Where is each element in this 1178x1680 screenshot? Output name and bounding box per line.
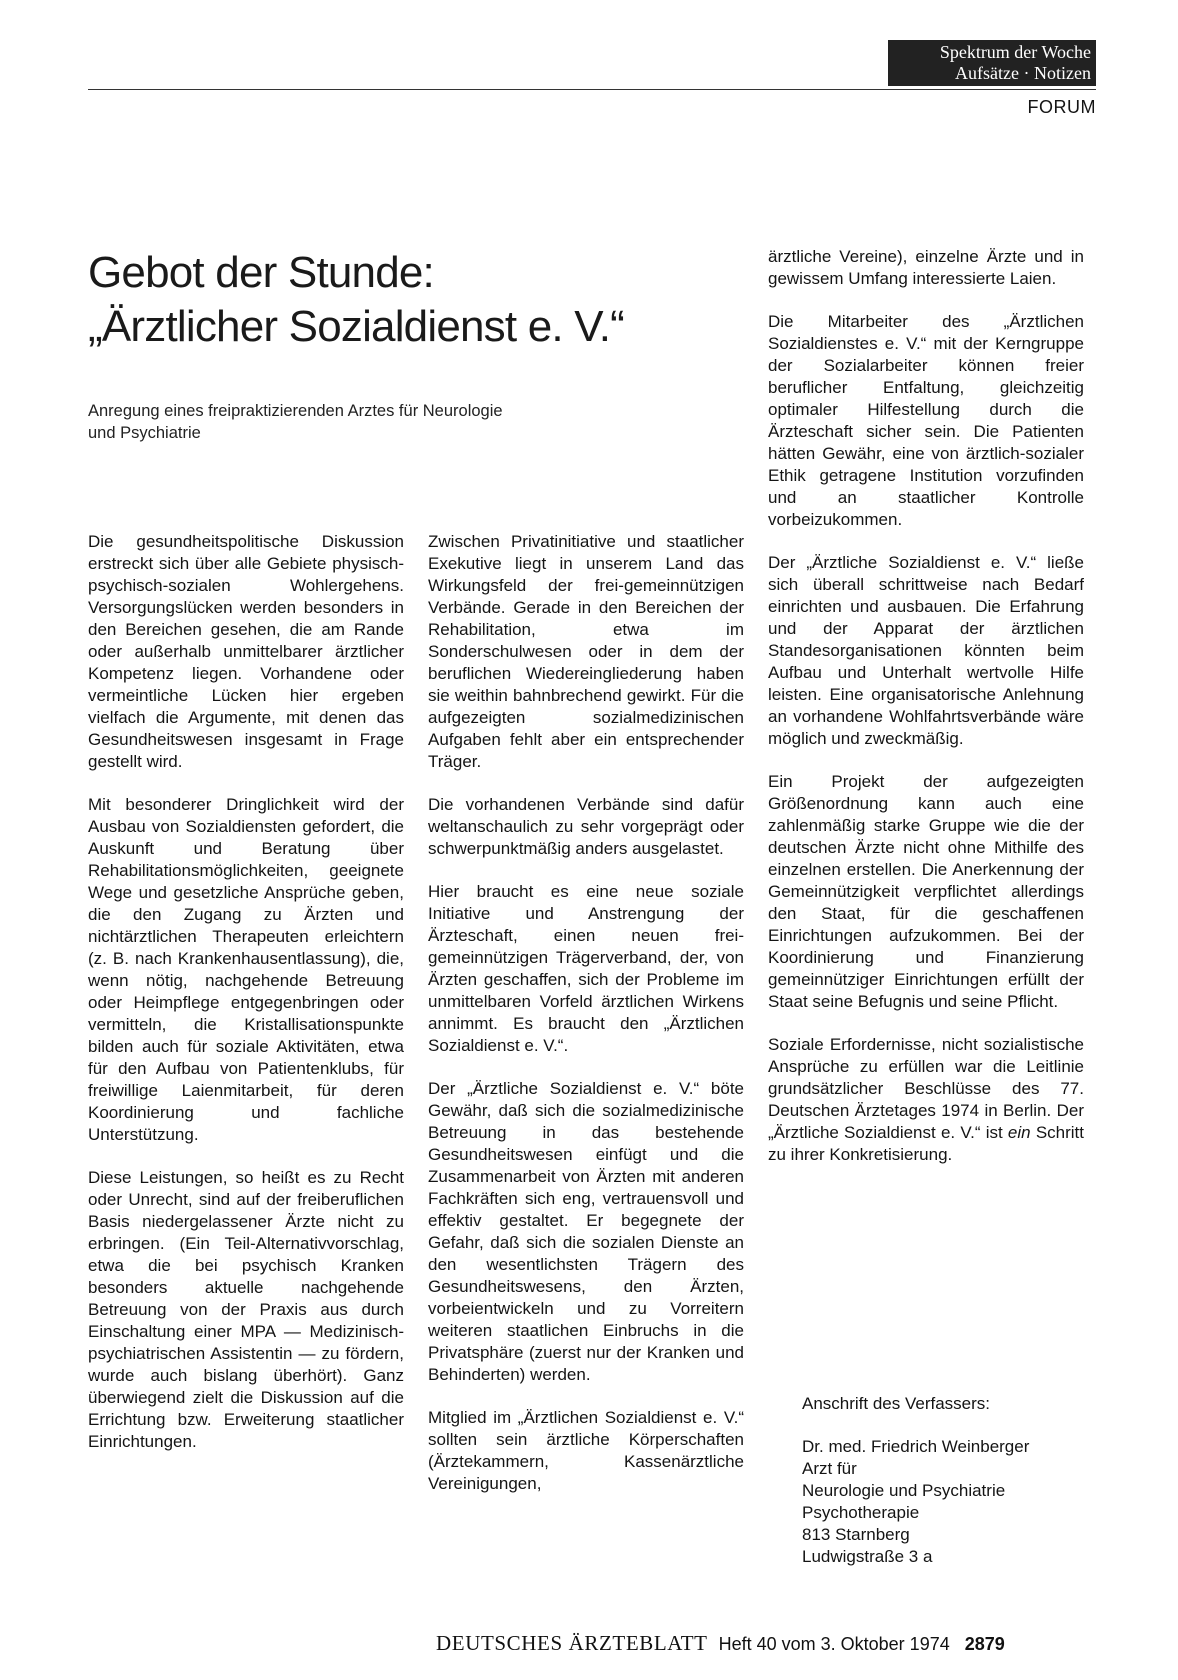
paragraph: Der „Ärztliche Sozialdienst e. V.“ böte Gewähr, daß sich die sozialmedizinische Betreuung in das bestehende Gesundheitswesen einfügt und die Zusammenarbeit von Ärzten mit anderen Fachkräften sich eng, vertrauensvoll und effektiv gestaltet. Er begegnete der Gefahr, daß sich die sozialen Dienste an den wesentlichsten Trägern des Gesundheitswesens, den Ärzten, vorbeientwickeln und zu Vorreitern weiteren staatlichen Einbruchs in die Privatsphäre (zuerst nur der Kranken und Behinderten) werden. — [428, 1079, 744, 1384]
address-line: Neurologie und Psychiatrie — [802, 1481, 1006, 1500]
paragraph: Zwischen Privatinitiative und staatlicher Exekutive liegt in unserem Land das Wirkungsfeld der frei-gemeinnützigen Verbände. Gerade in den Bereichen der Rehabilitation, etwa im Sonderschulwesen oder in dem der beruflichen Wiedereingliederung haben sie weithin bahnbrechend gewirkt. Für die aufgezeigten sozialmedizinischen Aufgaben fehlt aber ein entsprechender Träger. — [428, 532, 744, 771]
paragraph: Ein Projekt der aufgezeigten Größenordnung kann auch eine zahlenmäßig starke Gruppe wie die der deutschen Ärzte nicht ohne Mithilfe des einzelnen erstellen. Die Anerkennung der Gemeinnützigkeit verpflichtet allerdings den Staat, für die geschaffenen Einrichtungen aufzukommen. Bei der Koordinierung und Finanzierung gemeinnütziger Einrichtungen erfüllt der Staat seine Befugnis und seine Pflicht. — [768, 772, 1084, 1011]
paragraph: Die gesundheitspolitische Diskussion erstreckt sich über alle Gebiete physisch-psychisch-sozialen Wohlergehens. Versorgungslücken werden besonders in den Bereichen gesehen, die am Rande oder außerhalb unmittelbarer ärztlicher Kompetenz liegen. Vorhandene oder vermeintliche Lücken hier ergeben vielfach die Argumente, mit denen das Gesundheitswesen insgesamt in Frage gestellt wird. — [88, 532, 404, 771]
paragraph: Mit besonderer Dringlichkeit wird der Ausbau von Sozialdiensten gefordert, die Auskunft und Beratung über Rehabilitationsmöglichkeiten, geeignete Wege und gesetzliche Ansprüche geben, die den Zugang zu Ärzten und nichtärztlichen Therapeuten erleichtern (z. B. nach Krankenhausentlassung), die, wenn nötig, nachgehende Betreuung oder Heimpflege entgegenbringen oder vermitteln, die Kristallisationspunkte bilden auch für soziale Aktivitäten, etwa für den Aufbau von Patientenklubs, für freiwillige Laienmitarbeit, für deren Koordinierung und fachliche Unterstützung. — [88, 795, 404, 1144]
address-line: Arzt für — [802, 1459, 857, 1478]
closing-emphasis: ein — [1007, 1123, 1031, 1142]
paragraph: Die Mitarbeiter des „Ärztlichen Sozialdienstes e. V.“ mit der Kerngruppe der Sozialarbeiter können freier beruflicher Entfaltung, gleichzeitig optimaler Hilfestellung durch die Ärzteschaft sicher sein. Die Patienten hätten Gewähr, eine von ärztlich-sozialer Ethik getragene Institution vorzufinden und an staatlicher Kontrolle vorbeizukommen. — [768, 312, 1084, 529]
text-column-2 — [428, 531, 744, 1516]
text-column-1 — [88, 531, 404, 1474]
article-title-line-1: Gebot der Stunde: — [88, 248, 434, 297]
paragraph-closing — [768, 1034, 1084, 1166]
author-address — [802, 1393, 1102, 1568]
page-number: 2879 — [964, 1634, 1005, 1654]
paragraph: Der „Ärztliche Sozialdienst e. V.“ ließe sich überall schrittweise nach Bedarf einrichten und ausbauen. Die Erfahrung und der Apparat der ärztlichen Standesorganisationen könnten beim Aufbau und Unterhalt wertvolle Hilfe leisten. Eine organisatorische Anlehnung an vorhandene Wohlfahrtsverbände wäre möglich und zweckmäßig. — [768, 553, 1084, 748]
closing-text-end: Schritt zu ihrer Konkretisierung. — [768, 1123, 1084, 1164]
address-line: Psychotherapie — [802, 1503, 920, 1522]
section-header-line-2: Aufsätze · Notizen — [955, 63, 1091, 83]
journal-name: DEUTSCHES ÄRZTEBLATT — [436, 1631, 708, 1655]
address-heading: Anschrift des Verfassers: — [802, 1394, 991, 1413]
section-header-line-1: Spektrum der Woche — [939, 42, 1091, 62]
paragraph: Die vorhandenen Verbände sind dafür weltanschaulich zu sehr vorgeprägt oder schwerpunktmäßig anders ausgelastet. — [428, 795, 744, 858]
article-title — [88, 246, 728, 354]
issue-info: Heft 40 vom 3. Oktober 1974 — [718, 1634, 950, 1654]
paragraph: Mitglied im „Ärztlichen Sozialdienst e. V.“ sollten sein ärztliche Körperschaften (Ärztekammern, Kassenärztliche Vereinigungen, — [428, 1408, 744, 1493]
address-line: 813 Starnberg — [802, 1525, 910, 1544]
address-line: Ludwigstraße 3 a — [802, 1547, 933, 1566]
paragraph: Diese Leistungen, so heißt es zu Recht oder Unrecht, sind auf der freiberuflichen Basis niedergelassener Ärzte nicht zu erbringen. (Ein Teil-Alternativvorschlag, etwa die bei psychisch Kranken besonders aktuelle nachgehende Betreuung von der Praxis aus durch Einschaltung einer MPA — Medizinisch-psychiatrischen Assistentin — zu fördern, wurde auch bislang überhört). Ganz überwiegend zielt die Diskussion auf die Errichtung bzw. Erweiterung staatlicher Einrichtungen. — [88, 1168, 404, 1451]
page-footer — [436, 1631, 1005, 1656]
closing-text-start: Soziale Erfordernisse, nicht sozialistische Ansprüche zu erfüllen war die Leitlinie grundsätzlicher Beschlüsse des 77. Deutschen Ärztetages 1974 in Berlin. Der „Ärztliche Sozialdienst e. V.“ ist — [768, 1035, 1084, 1142]
section-header-box — [888, 40, 1096, 86]
article-title-line-2: „Ärztlicher Sozialdienst e. V.“ — [88, 302, 625, 351]
text-column-3 — [768, 246, 1084, 1187]
article-subtitle: Anregung eines freipraktizierenden Arztes für Neurologie und Psychiatrie — [88, 402, 503, 442]
paragraph: Hier braucht es eine neue soziale Initiative und Anstrengung der Ärzteschaft, einen neuen frei-gemeinnützigen Trägerverband, der, von Ärzten geschaffen, sich der Probleme im unmittelbaren Vorfeld ärztlichen Wirkens annimmt. Es braucht den „Ärztlichen Sozialdienst e. V.“. — [428, 882, 744, 1055]
header-rule — [88, 89, 1096, 90]
section-label: FORUM — [1027, 97, 1096, 117]
paragraph: ärztliche Vereine), einzelne Ärzte und in gewissem Umfang interessierte Laien. — [768, 247, 1084, 288]
address-line: Dr. med. Friedrich Weinberger — [802, 1437, 1030, 1456]
